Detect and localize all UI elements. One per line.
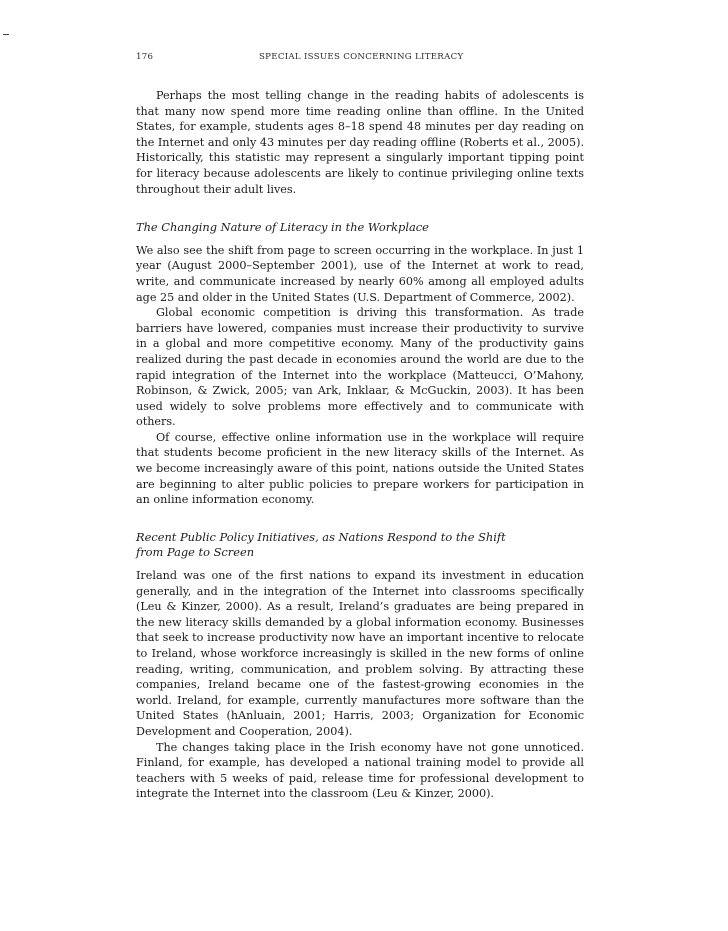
section-heading-workplace: The Changing Nature of Literacy in the Workplace: [136, 220, 429, 235]
scan-corner-mark: [3, 34, 9, 35]
running-head: [136, 52, 584, 68]
workplace-section: [136, 220, 584, 508]
body-paragraph: Ireland was one of the first nations to expand its investment in education generally, and in the integration of the Internet into classrooms specifically (Leu & Kinzer, 2000). As a result, Ireland’s graduates are being prepared in the new literacy skills demanded by a global information economy. Businesses that seek to increase productivity now have an important incentive to relocate to Ireland, whose workforce increasingly is skilled in the new forms of online reading, writing, communication, and problem solving. By attracting these companies, Ireland became one of the fastest-growing economies in the world. Ireland, for example, currently manufactures more software than the United States (hAnluain, 2001; Harris, 2003; Organization for Economic Development and Cooperation, 2004).: [136, 569, 584, 738]
body-paragraph: Perhaps the most telling change in the reading habits of adolescents is that many now spend more time reading online than offline. In the United States, for example, students ages 8–18 spend 48 minutes per day reading on the Internet and only 43 minutes per day reading offline (Roberts et al., 2005). Historically, this statistic may represent a singularly important tipping point for literacy because adolescents are likely to continue privileging online texts throughout their adult lives.: [136, 89, 584, 196]
body-paragraph: The changes taking place in the Irish economy have not gone unnoticed. Finland, for example, has developed a national training model to provide all teachers with 5 weeks of paid, release time for professional development to integrate the Internet into the classroom (Leu & Kinzer, 2000).: [136, 740, 584, 801]
body-paragraph: We also see the shift from page to screen occurring in the workplace. In just 1 year (August 2000–September 2001), use of the Internet at work to read, write, and communicate increased by nearly 60% among all employed adults age 25 and older in the United States (U.S. Department of Commerce, 2002).: [136, 243, 584, 304]
heading-line-2: from Page to Screen: [136, 545, 255, 560]
page-number: 176: [136, 52, 154, 62]
policy-section: [136, 530, 584, 802]
page-body: [136, 88, 584, 802]
book-page: [136, 52, 584, 802]
intro-section: [136, 88, 584, 197]
body-paragraph: Of course, effective online information use in the workplace will require that students become proficient in the new literacy skills of the Internet. As we become increasingly aware of this point, nations outside the United States are beginning to alter public policies to prepare workers for participation in an online information economy.: [136, 430, 584, 507]
body-paragraph: Global economic competition is driving this transformation. As trade barriers have lowered, companies must increase their productivity to survive in a global and more competitive economy. Many of the productivity gains realized during the past decade in economies around the world are due to the rapid integration of the Internet into the workplace (Matteucci, O’Mahony, Robinson, & Zwick, 2005; van Ark, Inklaar, & McGuckin, 2003). It has been used widely to solve problems more effectively and to communicate with others.: [136, 306, 584, 429]
running-head-title: SPECIAL ISSUES CONCERNING LITERACY: [259, 52, 464, 62]
section-heading-policy: [136, 530, 584, 561]
heading-line-1: Recent Public Policy Initiatives, as Nations Respond to the Shift: [136, 529, 506, 544]
